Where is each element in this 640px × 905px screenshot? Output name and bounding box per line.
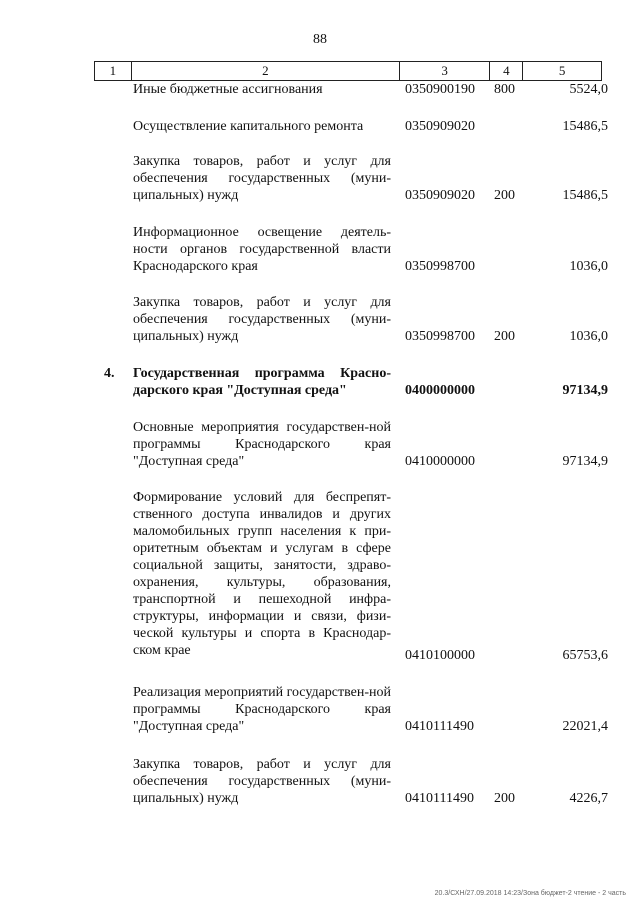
row-code: 0350998700: [405, 259, 475, 274]
row-text: Закупка товаров, работ и услуг для обеспечения государственных (муни-ципальных) нужд: [133, 154, 391, 203]
row-code: 0350909020: [405, 188, 475, 203]
row-text: Основные мероприятия государствен-ной программы Краснодарского края "Доступная среда": [133, 420, 391, 469]
row-amount: 5524,0: [569, 82, 608, 97]
row-code: 0410000000: [405, 454, 475, 469]
footer-note: 20.3/СХН/27.09.2018 14:23/Зона бюджет-2 чтение - 2 часть: [434, 890, 626, 897]
row-text: Закупка товаров, работ и услуг для обеспечения государственных (муни-ципальных) нужд: [133, 757, 391, 806]
row-amount: 4226,7: [569, 791, 608, 806]
row-amount: 1036,0: [569, 329, 608, 344]
row-text: Осуществление капитального ремонта: [133, 119, 364, 134]
row-amount: 97134,9: [562, 454, 608, 469]
header-col-2: 2: [132, 62, 400, 80]
row-text: Государственная программа Красно-дарского края "Доступная среда": [133, 366, 391, 398]
row-amount: 65753,6: [562, 648, 608, 663]
row-code: 0410100000: [405, 648, 475, 663]
row-text: Реализация мероприятий государствен-ной программы Краснодарского края "Доступная среда": [133, 685, 392, 734]
row-code: 0400000000: [405, 383, 475, 398]
row-amount: 97134,9: [562, 383, 608, 398]
row-amount: 22021,4: [562, 719, 608, 734]
row-code: 0350900190: [405, 82, 475, 97]
page-number: 88: [313, 32, 327, 47]
row-text: Информационное освещение деятель-ности органов государственной власти Краснодарского края: [133, 225, 391, 274]
header-col-4: 4: [490, 62, 523, 80]
row-type: 200: [494, 329, 515, 344]
row-amount: 15486,5: [562, 119, 608, 134]
row-type: 200: [494, 791, 515, 806]
row-type: 800: [494, 82, 515, 97]
header-col-1: 1: [95, 62, 132, 80]
table-header-row: [94, 61, 602, 81]
row-code: 0350998700: [405, 329, 475, 344]
row-code: 0350909020: [405, 119, 475, 134]
header-col-5: 5: [558, 63, 566, 78]
header-col-3: 3: [400, 62, 491, 80]
row-amount: 1036,0: [569, 259, 608, 274]
row-code: 0410111490: [405, 791, 474, 806]
row-text: Формирование условий для беспрепят-ственного доступа инвалидов и других маломобильных групп населения к при-оритетным объектам и услугам в сфере социальной защиты, занятости, здраво-охранения, культуры, образования, транспортной и пешеходной инфра-структуры, информации и связи, физи-ческой культуры и спорта в Краснодар-ском крае: [133, 490, 391, 658]
row-number: 4.: [104, 366, 115, 381]
row-text: Закупка товаров, работ и услуг для обеспечения государственных (муни-ципальных) нужд: [133, 295, 391, 344]
row-code: 0410111490: [405, 719, 474, 734]
row-amount: 15486,5: [562, 188, 608, 203]
row-type: 200: [494, 188, 515, 203]
row-text: Иные бюджетные ассигнования: [133, 82, 323, 97]
